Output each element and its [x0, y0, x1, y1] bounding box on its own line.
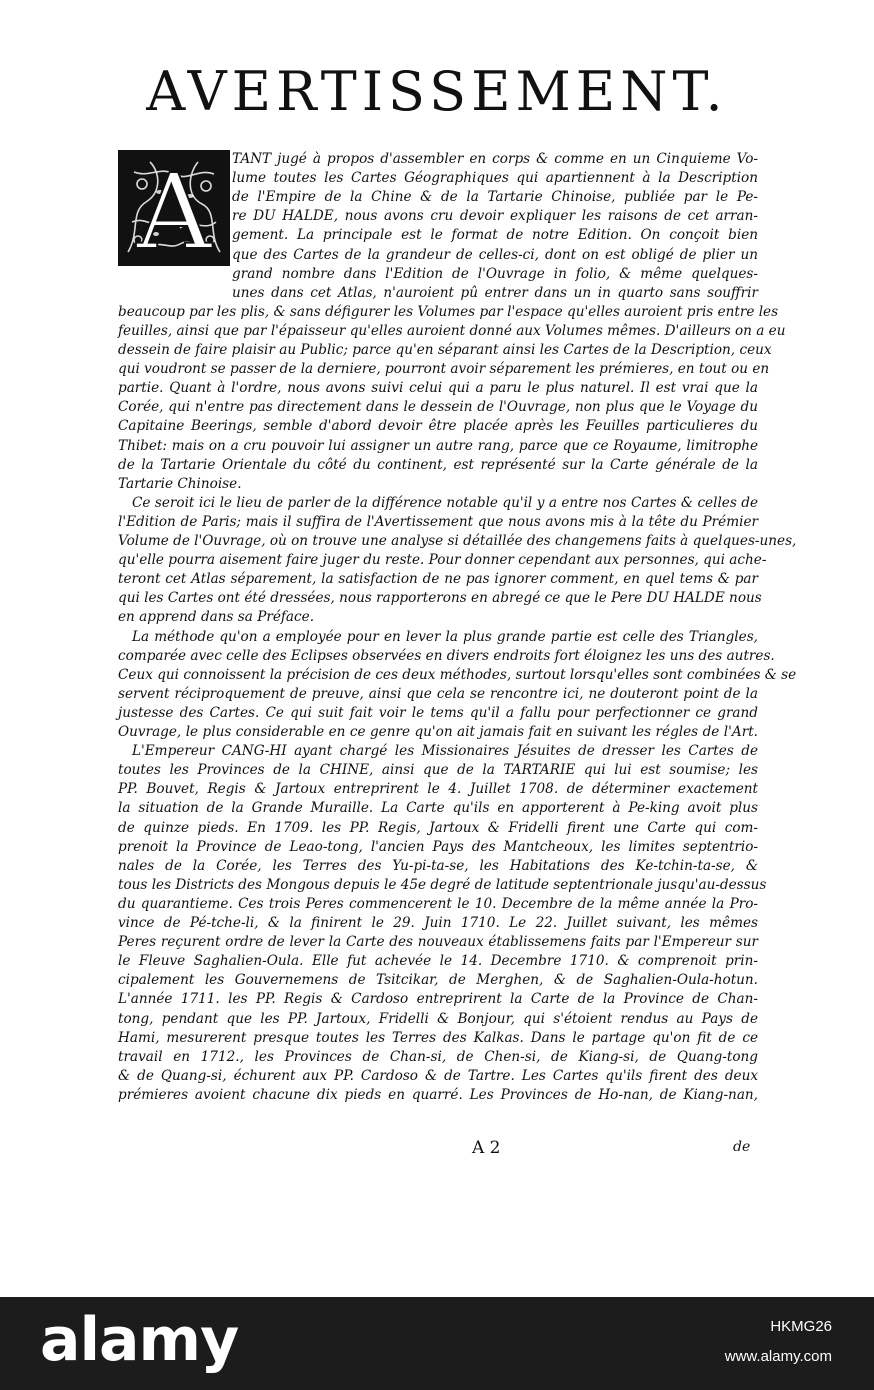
text-line [118, 1067, 758, 1086]
text-line-content: PP. Bouvet, Regis & Jartoux entreprirent le 4. Juillet 1708. de déterminer exactement [118, 781, 758, 798]
text-line [118, 990, 758, 1009]
text-line-content: dessein de faire plaisir au Public; parce qu'en séparant ainsi les Cartes de la Description, ceux [118, 342, 772, 358]
text-line-content: Thibet: mais on a cru pouvoir lui assigner un autre rang, parce que ce Royaume, limitrophe [118, 437, 758, 454]
text-line-content: tous les Districts des Mongous depuis le 45e degré de latitude septentrionale jusqu'au-dessus [118, 876, 767, 893]
text-line-content: vince de Pé-tche-li, & la finirent le 29. Juin 1710. Le 22. Juillet suivant, les mêmes [118, 915, 758, 931]
text-line-content: comparée avec celle des Eclipses observées en divers endroits fort éloignez les uns des autres. [118, 647, 775, 664]
text-line-content: cipalement les Gouvernemens de Tsitcikar, de Merghen, & de Saghalien-Oula-hotun. [118, 972, 758, 989]
catchword: de [733, 1139, 751, 1155]
text-line-content: Corée, qui n'entre pas directement dans le dessein de l'Ouvrage, non plus que le Voyage du [118, 399, 758, 416]
signature-mark: A 2 [472, 1138, 501, 1158]
text-line [118, 838, 758, 857]
text-line [118, 666, 797, 685]
text-line [118, 475, 758, 494]
text-line-content: Ceux qui connoissent la précision de ces deux méthodes, surtout lorsqu'elles sont combinées & se [118, 666, 797, 683]
text-line [118, 1048, 758, 1067]
text-line-content: en apprend dans sa Préface. [118, 609, 315, 626]
page-title: AVERTISSEMENT. [146, 60, 728, 123]
text-line-content: nales de la Corée, les Terres des Yu-pi-ta-se, les Habitations des Ke-tchin-ta-se, & [118, 857, 758, 874]
text-line-content: beaucoup par les plis, & sans défigurer les Volumes par l'espace qu'elles auroient pris entre les [118, 303, 779, 320]
text-line [118, 551, 767, 570]
text-line-content: Peres reçurent ordre de lever la Carte des nouveaux établissemens faits par l'Empereur sur [118, 934, 758, 951]
text-line-content: de quinze pieds. En 1709. les PP. Regis, Jartoux & Fridelli firent une Carte qui com- [118, 819, 758, 836]
text-line [118, 589, 762, 608]
text-line [118, 704, 758, 723]
text-line [118, 341, 772, 360]
text-line-content: qui les Cartes ont été dressées, nous rapporterons en abregé ce que le Pere DU HALDE nous [118, 590, 762, 607]
text-line [118, 398, 758, 417]
text-line-content: Ouvrage, le plus considerable en ce genre qu'on ait jamais fait en suivant les régles de l'Art. [118, 724, 758, 740]
text-line [118, 914, 758, 933]
text-line-content: & de Quang-si, échurent aux PP. Cardoso & de Tartre. Les Cartes qu'ils firent des deux [118, 1067, 758, 1084]
text-line-content: teront cet Atlas séparement, la satisfaction de ne pas ignorer comment, en quel tems & par [118, 571, 758, 588]
text-line [232, 226, 758, 245]
text-line [118, 456, 758, 475]
text-line-content: gement. La principale est le format de notre Edition. On conçoit bien [232, 227, 758, 244]
text-line [118, 933, 758, 952]
text-line [118, 647, 775, 666]
text-line [232, 284, 758, 303]
text-line [118, 895, 758, 914]
text-line [232, 207, 758, 226]
text-line-content: tong, pendant que les PP. Jartoux, Fridelli & Bonjour, qui s'étoient rendus au Pays de [118, 1010, 758, 1027]
text-line [118, 952, 758, 971]
text-line-content: qu'elle pourra aisement faire juger du reste. Pour donner cependant aux personnes, qui ache- [118, 552, 767, 569]
text-line [118, 1029, 758, 1048]
text-line-content: unes dans cet Atlas, n'auroient pû entrer dans un in quarto sans souffrir [232, 284, 758, 301]
text-line-content: le Fleuve Saghalien-Oula. Elle fut achevée le 14. Decembre 1710. & comprenoit prin- [118, 953, 758, 970]
text-line-content: grand nombre dans l'Edition de l'Ouvrage in folio, & même quelques- [232, 265, 758, 282]
text-line-content: travail en 1712., les Provinces de Chan-si, de Chen-si, de Kiang-si, de Quang-tong [118, 1048, 758, 1065]
text-line [118, 685, 758, 704]
text-line-content: L'année 1711. les PP. Regis & Cardoso entreprirent la Carte de la Province de Chan- [118, 991, 758, 1008]
text-line [118, 723, 758, 742]
text-line-content: L'Empereur CANG-HI ayant chargé les Missionaires Jésuites de dresser les Cartes de [132, 743, 758, 760]
text-line [118, 1086, 758, 1105]
text-line [232, 169, 758, 188]
text-line [118, 513, 758, 532]
text-line [118, 857, 758, 876]
text-line-content: Ce seroit ici le lieu de parler de la différence notable qu'il y a entre nos Cartes & celles de [132, 494, 758, 511]
decorated-initial-letter [118, 150, 230, 266]
text-line-content: justesse des Cartes. Ce qui suit fait voir le tems qu'il a fallu pour perfectionner ce grand [118, 704, 758, 721]
text-line-content: prenoit la Province de Leao-tong, l'ancien Pays des Mantcheoux, les limites septentrio- [118, 838, 758, 855]
text-line [118, 876, 767, 895]
text-line-content: du quarantieme. Ces trois Peres commencerent le 10. Decembre de la même année la Pro- [118, 895, 758, 912]
text-line [118, 780, 758, 799]
watermark-logo: alamy [40, 1305, 239, 1375]
text-line [118, 608, 758, 627]
initial-letter-text: A [136, 152, 212, 264]
text-line-content: lume toutes les Cartes Géographiques qui apartiennent à la Description [232, 170, 758, 187]
text-line-content: que des Cartes de la grandeur de celles-ci, dont on est obligé de plier un [232, 246, 758, 263]
text-line [118, 379, 758, 398]
text-line [232, 246, 758, 265]
text-line-content: Volume de l'Ouvrage, où on trouve une analyse si détaillée des changemens faits à quelques-unes, [118, 533, 797, 549]
text-line [118, 322, 786, 341]
text-line [118, 761, 758, 780]
text-line-content: La méthode qu'on a employée pour en lever la plus grande partie est celle des Triangles, [132, 628, 758, 645]
text-line [118, 1010, 758, 1029]
text-line-content: Tartarie Chinoise. [118, 475, 242, 492]
text-line [118, 570, 758, 589]
text-line-content: toutes les Provinces de la CHINE, ainsi que de la TARTARIE qui lui est soumise; les [118, 762, 758, 779]
text-line [118, 417, 758, 436]
text-line [232, 150, 758, 169]
text-line [118, 437, 758, 456]
text-line [118, 360, 770, 379]
ornament-initial-icon [120, 152, 228, 264]
text-line [118, 799, 758, 818]
text-line [132, 742, 758, 761]
text-line-content: Capitaine Beerings, semble d'abord devoir être placée après les Feuilles particulieres du [118, 418, 758, 435]
text-line-content: la situation de la Grande Muraille. La Carte qu'ils en apporterent à Pe-king avoit plus [118, 800, 758, 817]
text-line [118, 819, 758, 838]
text-line [132, 628, 758, 647]
text-line [118, 303, 779, 322]
text-line [118, 532, 797, 551]
text-line-content: prémieres avoient chacune dix pieds en quarré. Les Provinces de Ho-nan, de Kiang-nan, [118, 1086, 758, 1103]
text-line-content: servent réciproquement de preuve, ainsi que cela se rencontre ici, ne douteront point de la [118, 685, 758, 702]
text-line-content: de la Tartarie Orientale du côté du continent, est représenté sur la Carte générale de la [118, 456, 758, 473]
image-id-label: HKMG26 [770, 1318, 832, 1335]
text-line-content: qui voudront se passer de la derniere, pourront avoir séparement les prémieres, en tout ou en [118, 361, 770, 378]
text-line-content: l'Edition de Paris; mais il suffira de l'Avertissement que nous avons mis à la tête du Prémier [118, 513, 758, 530]
text-line [118, 971, 758, 990]
text-line-content: re DU HALDE, nous avons cru devoir expliquer les raisons de cet arran- [232, 208, 758, 225]
text-line-content: Hami, mesurerent presque toutes les Terres des Kalkas. Dans le partage qu'on fit de ce [118, 1029, 758, 1046]
text-line [132, 494, 758, 513]
text-line-content: TANT jugé à propos d'assembler en corps & comme en un Cinquieme Vo- [232, 151, 758, 167]
text-line-content: de l'Empire de la Chine & de la Tartarie Chinoise, publiée par le Pe- [232, 189, 758, 206]
text-line-content: feuilles, ainsi que par l'épaisseur qu'elles auroient donné aux Volumes mêmes. D'ailleurs on a eu [118, 322, 786, 339]
watermark-url: www.alamy.com [724, 1348, 832, 1365]
text-line-content: partie. Quant à l'ordre, nous avons suivi celui qui a paru le plus naturel. Il est vrai que la [118, 380, 758, 397]
text-line [232, 188, 758, 207]
text-line [232, 265, 758, 284]
